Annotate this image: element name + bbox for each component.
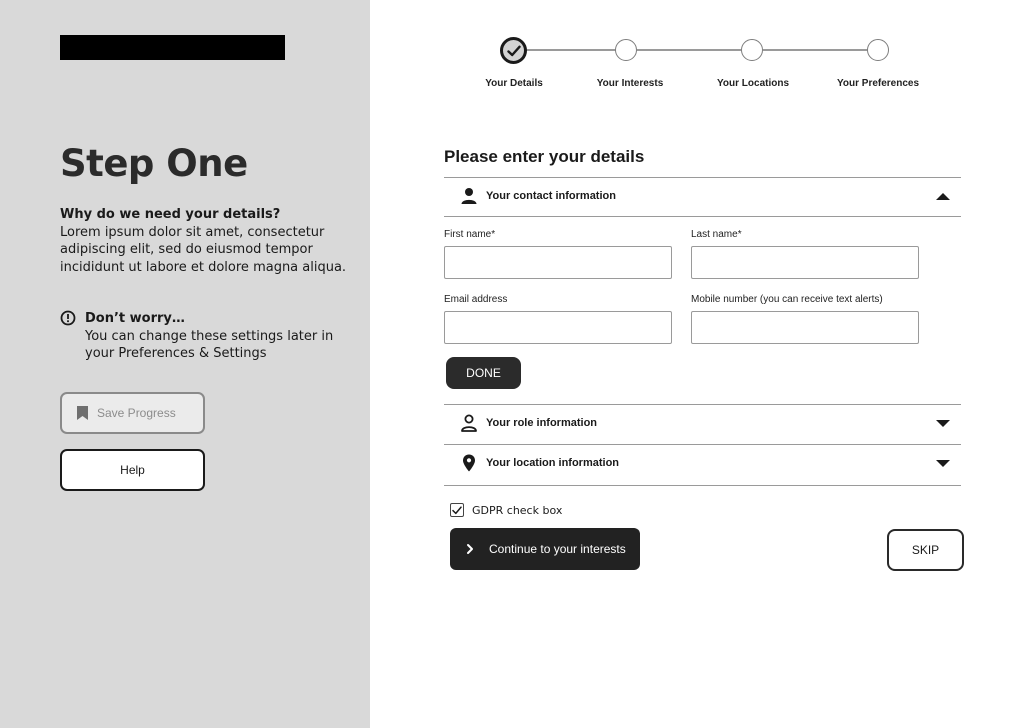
step-label-details: Your Details — [485, 78, 543, 89]
section-role-header[interactable] — [444, 404, 961, 442]
chevron-right-icon — [465, 543, 475, 555]
last-name-field[interactable] — [691, 246, 919, 279]
step-title: Step One — [60, 142, 248, 185]
mobile-field[interactable] — [691, 311, 919, 344]
continue-label: Continue to your interests — [489, 542, 626, 556]
divider — [444, 216, 961, 217]
step-node-interests[interactable] — [615, 39, 637, 61]
why-body: Lorem ipsum dolor sit amet, consectetur adipiscing elit, sed do eiusmod tempor incididunt ut labore et dolore magna aliqua. — [60, 224, 347, 275]
step-label-locations: Your Locations — [716, 78, 790, 89]
gdpr-label: GDPR check box — [472, 503, 563, 517]
gdpr-checkbox[interactable] — [450, 503, 464, 517]
section-role-title: Your role information — [486, 417, 598, 429]
section-location-header[interactable] — [444, 444, 961, 482]
person-icon — [460, 187, 478, 205]
section-contact-header[interactable] — [444, 177, 961, 215]
save-progress-label: Save Progress — [97, 406, 176, 420]
help-button[interactable]: Help — [60, 449, 205, 491]
sidebar-panel — [0, 0, 370, 728]
email-label: Email address — [444, 294, 508, 305]
step-node-details[interactable] — [500, 37, 527, 64]
notice-block — [60, 310, 350, 363]
step-label-preferences: Your Preferences — [836, 78, 920, 89]
email-field[interactable] — [444, 311, 672, 344]
form-title: Please enter your details — [444, 147, 645, 166]
skip-button[interactable]: SKIP — [887, 529, 964, 571]
check-icon — [507, 45, 521, 57]
first-name-label: First name* — [444, 229, 496, 240]
section-location-title: Your location information — [486, 457, 620, 469]
first-name-field[interactable] — [444, 246, 672, 279]
person-outline-icon — [460, 414, 478, 432]
stepper-connector — [514, 49, 627, 51]
save-progress-button[interactable] — [60, 392, 205, 434]
step-node-locations[interactable] — [741, 39, 763, 61]
progress-stepper — [470, 36, 940, 96]
done-button[interactable]: DONE — [446, 357, 521, 389]
chevron-down-icon[interactable] — [936, 460, 950, 467]
step-label-interests: Your Interests — [596, 78, 664, 89]
logo-placeholder — [60, 35, 285, 60]
mobile-label: Mobile number (you can receive text alerts) — [691, 294, 883, 305]
section-contact-title: Your contact information — [486, 190, 616, 202]
divider — [444, 485, 961, 486]
why-heading: Why do we need your details? — [60, 207, 281, 222]
chevron-down-icon[interactable] — [936, 420, 950, 427]
gdpr-checkbox-row[interactable] — [450, 503, 562, 517]
last-name-label: Last name* — [691, 229, 742, 240]
location-pin-icon — [460, 454, 478, 472]
chevron-up-icon[interactable] — [936, 193, 950, 200]
alert-circle-icon — [60, 310, 76, 326]
stepper-connector — [637, 49, 741, 51]
bookmark-icon — [77, 406, 88, 420]
notice-heading: Don’t worry… — [85, 311, 185, 326]
check-icon — [452, 506, 462, 515]
continue-button[interactable] — [450, 528, 640, 570]
step-node-preferences[interactable] — [867, 39, 889, 61]
notice-body: You can change these settings later in your Preferences & Settings — [85, 328, 334, 361]
why-block — [60, 206, 350, 276]
stepper-connector — [763, 49, 867, 51]
